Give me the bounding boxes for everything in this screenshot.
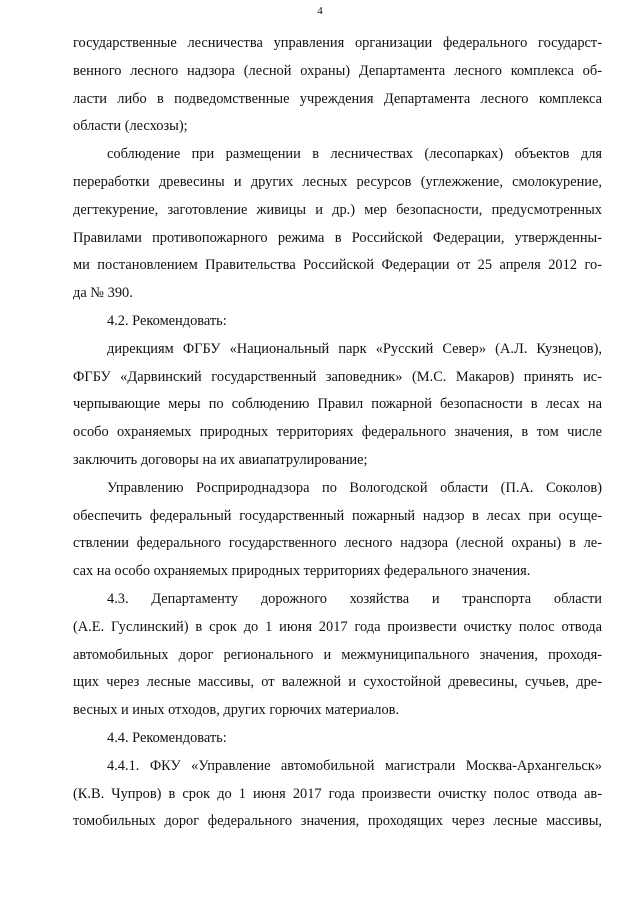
text-line: автомобильных дорог регионального и межмуниципального значения, проходя- [73,646,602,663]
text-line: особо охраняемых природных территориях федерального значения, в том числе [73,424,602,441]
text-line: (А.Е. Гуслинский) в срок до 1 июня 2017 года произвести очистку полос отвода [73,618,602,635]
text-line: Управлению Росприроднадзора по Вологодской области (П.А. Соколов) [107,479,602,496]
text-line: ласти либо в подведомственные учреждения Департамента лесного комплекса [73,90,602,107]
text-line: венного лесного надзора (лесной охраны) Департамента лесного комплекса об- [73,62,602,79]
text-line: щих через лесные массивы, от валежной и сухостойной древесины, сучьев, дре- [73,674,602,691]
text-line: соблюдение при размещении в лесничествах (лесопарках) объектов для [107,146,602,163]
text-line: 4.3. Департаменту дорожного хозяйства и транспорта области [107,591,602,607]
text-line: ствлении федерального государственного лесного надзора (лесной охраны) в ле- [73,535,602,552]
text-line: да № 390. [73,285,133,302]
text-line: 4.4. Рекомендовать: [107,730,227,746]
text-line: 4.4.1. ФКУ «Управление автомобильной магистрали Москва-Архангельск» [107,757,602,774]
text-line: дегтекурение, заготовление живицы и др.) мер безопасности, предусмотренных [73,201,602,218]
text-line: обеспечить федеральный государственный пожарный надзор в лесах при осуще- [73,507,602,524]
text-line: области (лесхозы); [73,118,188,135]
text-line: черпывающие меры по соблюдению Правил пожарной безопасности в лесах на [73,396,602,413]
text-line: сах на особо охраняемых природных территориях федерального значения. [73,563,531,580]
text-line: 4.2. Рекомендовать: [107,313,227,329]
text-line: Правилами противопожарного режима в Российской Федерации, утвержденны- [73,229,602,246]
text-line: томобильных дорог федерального значения, проходящих через лесные массивы, [73,813,602,830]
page-number: 4 [317,5,323,17]
text-line: переработки древесины и других лесных ресурсов (углежжение, смолокурение, [73,174,602,190]
text-line: весных и иных отходов, других горючих материалов. [73,702,400,719]
text-line: государственные лесничества управления организации федерального государст- [73,35,602,51]
text-line: ФГБУ «Дарвинский государственный заповедник» (М.С. Макаров) принять ис- [73,368,602,385]
text-line: дирекциям ФГБУ «Национальный парк «Русский Север» (А.Л. Кузнецов), [107,340,602,357]
text-line: (К.В. Чупров) в срок до 1 июня 2017 года произвести очистку полос отвода ав- [73,785,602,802]
text-line: ми постановлением Правительства Российской Федерации от 25 апреля 2012 го- [73,257,602,274]
text-line: заключить договоры на их авиапатрулирование; [73,452,368,468]
